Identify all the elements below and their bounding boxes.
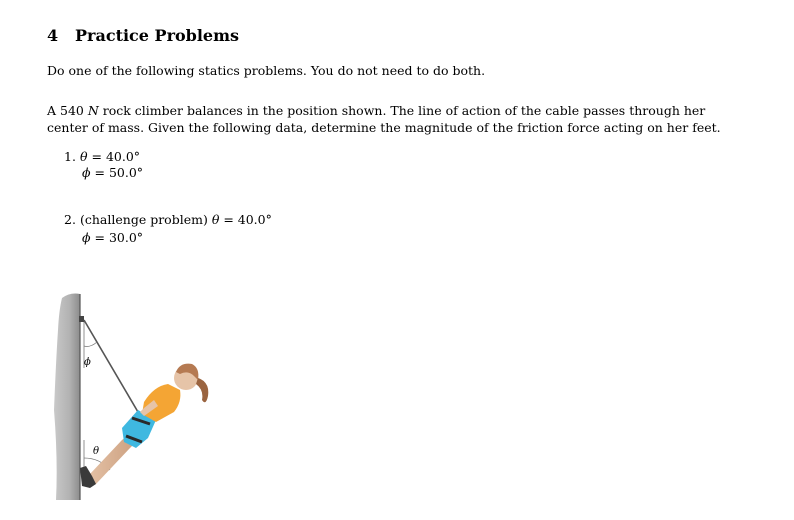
cable	[84, 320, 138, 412]
item-number: 2.	[64, 212, 76, 227]
section-title: Practice Problems	[75, 26, 240, 45]
item-phi-line: ϕ = 30.0°	[82, 230, 144, 245]
theta-label: θ	[93, 446, 100, 457]
climber-ponytail	[196, 378, 208, 402]
unit-newton: N	[87, 103, 99, 118]
problem-line-1: A 540 N rock climber balances in the position shown. The line of action of the cable passes through her	[47, 103, 706, 118]
intro-paragraph: Do one of the following statics problems. You do not need to do both.	[47, 63, 486, 78]
climber-shirt	[142, 384, 180, 422]
item-theta-line: θ = 40.0°	[80, 149, 141, 164]
climber-figure	[50, 290, 230, 505]
rock-wall	[54, 294, 80, 501]
problem-line-2: center of mass. Given the following data, determine the magnitude of the friction force acting on her feet.	[47, 120, 721, 135]
item-number: 1.	[64, 149, 76, 164]
phi-label: ϕ	[84, 357, 91, 368]
item-theta-line: (challenge problem) θ = 40.0°	[80, 212, 272, 227]
section-number: 4	[47, 26, 59, 45]
phi-arc	[84, 342, 97, 347]
problem-statement	[47, 102, 721, 136]
section-heading	[47, 26, 239, 45]
cable-anchor	[79, 316, 84, 322]
item-phi-line: ϕ = 50.0°	[82, 165, 144, 180]
